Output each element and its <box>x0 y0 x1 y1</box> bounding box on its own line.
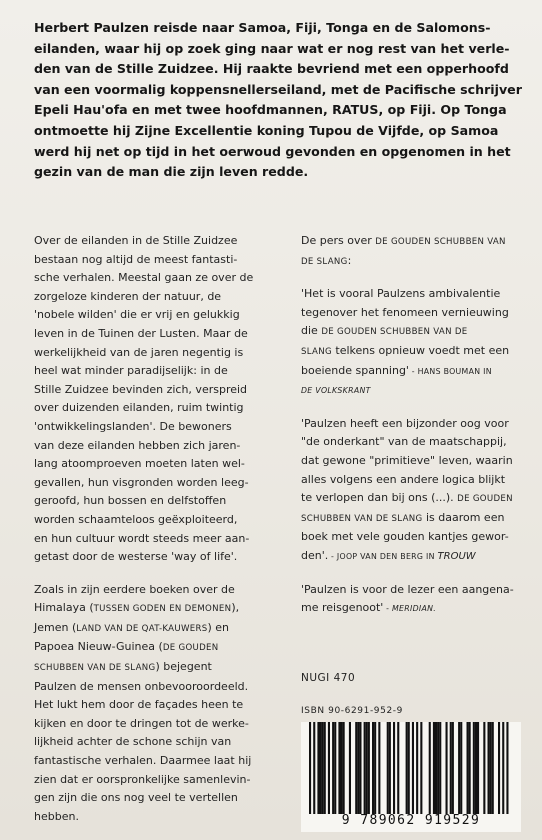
book-title: TUSSEN GODEN EN DEMONEN <box>93 604 232 615</box>
text-line: "de onderkant" van de maatschappij, <box>301 435 507 449</box>
text-line: tegenover het fenomeen vernieuwing <box>301 305 509 319</box>
text-line: Over de eilanden in de Stille Zuidzee <box>34 234 238 247</box>
book-title: DE GOUDEN SCHUBBEN VAN <box>375 237 506 247</box>
left-column <box>34 232 274 826</box>
text-line: boeiende spanning' - HANS BOUMAN IN <box>301 363 492 377</box>
text-line: Zoals in zijn eerdere boeken over de <box>34 582 235 596</box>
barcode-bar <box>338 722 340 814</box>
text-line: werkelijkheid van de jaren negentig is <box>34 345 244 359</box>
barcode-bar <box>324 722 326 814</box>
description-paragraph <box>34 232 274 567</box>
text-line: alles volgens een andere logica blijkt <box>301 472 506 486</box>
book-title: SCHUBBEN VAN DE SLANG <box>301 513 423 524</box>
quote-source: - HANS BOUMAN IN <box>408 366 492 376</box>
intro-line: ontmoette hij Zijne Excellentie koning Tupou de Vijfde, op Samoa <box>34 122 499 138</box>
paragraph-gap <box>301 271 531 285</box>
barcode-bar <box>475 722 477 814</box>
barcode-bar <box>492 722 494 814</box>
barcode-bar <box>397 722 399 814</box>
intro-line: den van de Stille Zuidzee. Hij raakte bevriend met een opperhoofd <box>34 61 509 77</box>
text-line: DE SLANG: <box>301 253 352 267</box>
barcode <box>301 722 521 832</box>
text-line: Het lukt hem door de façades heen te <box>34 698 244 712</box>
text-line: Stille Zuidzee bevinden zich, verspreid <box>34 382 248 396</box>
text-line: leven in de Tuinen der Lusten. Maar de <box>34 326 248 340</box>
barcode-bar <box>483 722 485 814</box>
isbn-label: ISBN 90-6291-952-9 <box>301 706 403 716</box>
book-title: DE GOUDEN <box>457 494 513 505</box>
barcode-bar <box>313 722 315 814</box>
text-line: gevallen, hun visgronden worden leeg- <box>34 475 249 489</box>
text-line: lijkheid achter de schone schijn van <box>34 735 232 749</box>
barcode-bar <box>366 722 368 814</box>
barcode-bar <box>450 722 452 814</box>
barcode-bar <box>458 722 460 814</box>
intro-line: eilanden, waar hij op zoek ging naar wat er nog rest van het verle- <box>34 40 510 56</box>
barcode-bar <box>387 722 389 814</box>
text-line: zien dat er oorspronkelijke samenlevin- <box>34 772 251 786</box>
intro-line: van een voormalig koppensnellerseiland, met de Pacifische schrijver <box>34 81 522 97</box>
book-title: DE GOUDEN <box>162 643 219 654</box>
barcode-bar <box>477 722 479 814</box>
barcode-bar <box>467 722 469 814</box>
barcode-bar <box>341 722 343 814</box>
quote-source-publication: DE VOLKSKRANT <box>301 386 371 396</box>
text-line: SCHUBBEN VAN DE SLANG is daarom een <box>301 510 505 524</box>
quote-source-publication: MERIDIAN. <box>392 604 437 614</box>
barcode-bar <box>408 722 410 814</box>
text-line: Papoea Nieuw-Guinea (DE GOUDEN <box>34 640 219 654</box>
barcode-bar <box>460 722 462 814</box>
text-line: en hun cultuur wordt steeds meer aan- <box>34 531 250 545</box>
text-line: Himalaya (TUSSEN GODEN EN DEMONEN), <box>34 601 240 615</box>
barcode-bar <box>334 722 336 814</box>
book-title: SCHUBBEN VAN DE SLANG <box>34 663 156 674</box>
barcode-bar <box>416 722 418 814</box>
barcode-bar <box>357 722 359 814</box>
barcode-bar <box>488 722 490 814</box>
text-line: geroofd, hun bossen en delfstoffen <box>34 494 227 508</box>
text-line: heel wat minder paradijselijk: in de <box>34 364 228 378</box>
text-line: die DE GOUDEN SCHUBBEN VAN DE <box>301 324 468 338</box>
barcode-bar <box>452 722 454 814</box>
text-line: getast door de westerse 'way of life'. <box>34 550 238 564</box>
barcode-bar <box>309 722 311 814</box>
barcode-bar <box>446 722 448 814</box>
book-title: SLANG <box>301 346 332 357</box>
barcode-bar <box>332 722 334 814</box>
text-line: worden schaamteloos geëxploiteerd, <box>34 512 238 526</box>
book-title: DE GOUDEN SCHUBBEN VAN DE <box>321 327 468 338</box>
barcode-bar <box>490 722 492 814</box>
barcode-bar <box>406 722 408 814</box>
text-line: 'nobele wilden' die er vrij en gelukkig <box>34 308 240 322</box>
text-line: De pers over DE GOUDEN SCHUBBEN VAN <box>301 234 506 247</box>
paragraph-gap <box>34 567 274 581</box>
barcode-bar <box>343 722 345 814</box>
intro-blurb <box>34 18 524 183</box>
barcode-bar <box>372 722 374 814</box>
paragraph-gap <box>301 567 531 581</box>
text-line: SLANG telkens opnieuw voedt met een <box>301 343 510 357</box>
quote-source-publication: TROUW <box>437 550 476 562</box>
book-title: LAND VAN DE QAT-KAUWERS <box>76 623 208 634</box>
intro-line: Epeli Hau'ofa en met twee hoofdmannen, RATUS, op Fiji. Op Tonga <box>34 102 507 118</box>
barcode-bar <box>506 722 508 814</box>
barcode-bar <box>473 722 475 814</box>
text-line: lang atoomproeven moeten laten wel- <box>34 457 245 471</box>
text-line: over duizenden eilanden, ruim twintig <box>34 401 244 415</box>
text-line: kijken en door te dringen tot de werke- <box>34 716 249 730</box>
text-line: boek met vele gouden kantjes gewor- <box>301 530 509 544</box>
text-line: sche verhalen. Meestal gaan ze over de <box>34 271 254 285</box>
text-line: bestaan nog altijd de meest fantasti- <box>34 252 238 266</box>
text-line: te verlopen dan bij ons (...). DE GOUDEN <box>301 491 513 505</box>
text-line: gen zijn die ons nog veel te vertellen <box>34 791 238 805</box>
barcode-digits: 9 789062 919529 <box>341 813 481 828</box>
barcode-bar <box>435 722 437 814</box>
text-line: den'. - JOOP VAN DEN BERG IN TROUW <box>301 548 476 562</box>
press-quote-meridian <box>301 581 531 619</box>
text-line: 'Paulzen heeft een bijzonder oog voor <box>301 416 509 430</box>
barcode-bar <box>433 722 435 814</box>
barcode-bar <box>498 722 500 814</box>
barcode-bar <box>349 722 351 814</box>
barcode-bar <box>389 722 391 814</box>
text-line: Jemen (LAND VAN DE QAT-KAUWERS) en <box>34 620 230 634</box>
barcode-bar <box>502 722 504 814</box>
text-line: van deze eilanden hebben zich jaren- <box>34 438 241 452</box>
barcode-bar <box>359 722 361 814</box>
barcode-bar <box>439 722 441 814</box>
text-line: Paulzen de mensen onbevooroordeeld. <box>34 679 249 693</box>
intro-line: werd hij net op tijd in het oerwoud gevonden en opgenomen in het <box>34 143 511 159</box>
barcode-bars <box>301 722 521 814</box>
text-line: SCHUBBEN VAN DE SLANG) bejegent <box>34 660 212 674</box>
barcode-bar <box>355 722 357 814</box>
quote-source: - JOOP VAN DEN BERG IN <box>328 551 438 561</box>
book-title: DE SLANG <box>301 256 348 267</box>
text-line: 'ontwikkelingslanden'. De bewoners <box>34 419 232 433</box>
barcode-bar <box>420 722 422 814</box>
text-line: 'Paulzen is voor de lezer een aangena- <box>301 582 514 596</box>
text-line: fantastische verhalen. Daarmee laat hij <box>34 754 252 768</box>
press-heading <box>301 232 531 271</box>
barcode-bar <box>429 722 431 814</box>
barcode-bar <box>469 722 471 814</box>
barcode-bar <box>412 722 414 814</box>
press-quote-trouw <box>301 415 531 567</box>
barcode-bar <box>320 722 322 814</box>
barcode-bar <box>368 722 370 814</box>
text-line: zorgeloze kinderen der natuur, de <box>34 289 222 303</box>
barcode-bar <box>374 722 376 814</box>
barcode-bar <box>393 722 395 814</box>
intro-line: Herbert Paulzen reisde naar Samoa, Fiji, Tonga en de Salomons- <box>34 20 491 35</box>
barcode-bar <box>437 722 439 814</box>
right-column <box>301 232 531 619</box>
nugi-code: NUGI 470 <box>301 672 356 684</box>
text-line: me reisgenoot' - MERIDIAN. <box>301 601 437 615</box>
press-quote-volkskrant <box>301 285 531 401</box>
barcode-bar <box>322 722 324 814</box>
quote-source: - <box>383 604 393 614</box>
text-line: hebben. <box>34 809 79 823</box>
paragraph-gap <box>301 401 531 415</box>
other-books-paragraph <box>34 581 274 827</box>
intro-line: gezin van de man die zijn leven redde. <box>34 164 309 180</box>
text-line: 'Het is vooral Paulzens ambivalentie <box>301 287 501 301</box>
text-line <box>301 381 531 401</box>
text-line: dat gewone "primitieve" leven, waarin <box>301 453 513 467</box>
barcode-bar <box>317 722 319 814</box>
barcode-bar <box>378 722 380 814</box>
barcode-bar <box>328 722 330 814</box>
barcode-bar <box>364 722 366 814</box>
